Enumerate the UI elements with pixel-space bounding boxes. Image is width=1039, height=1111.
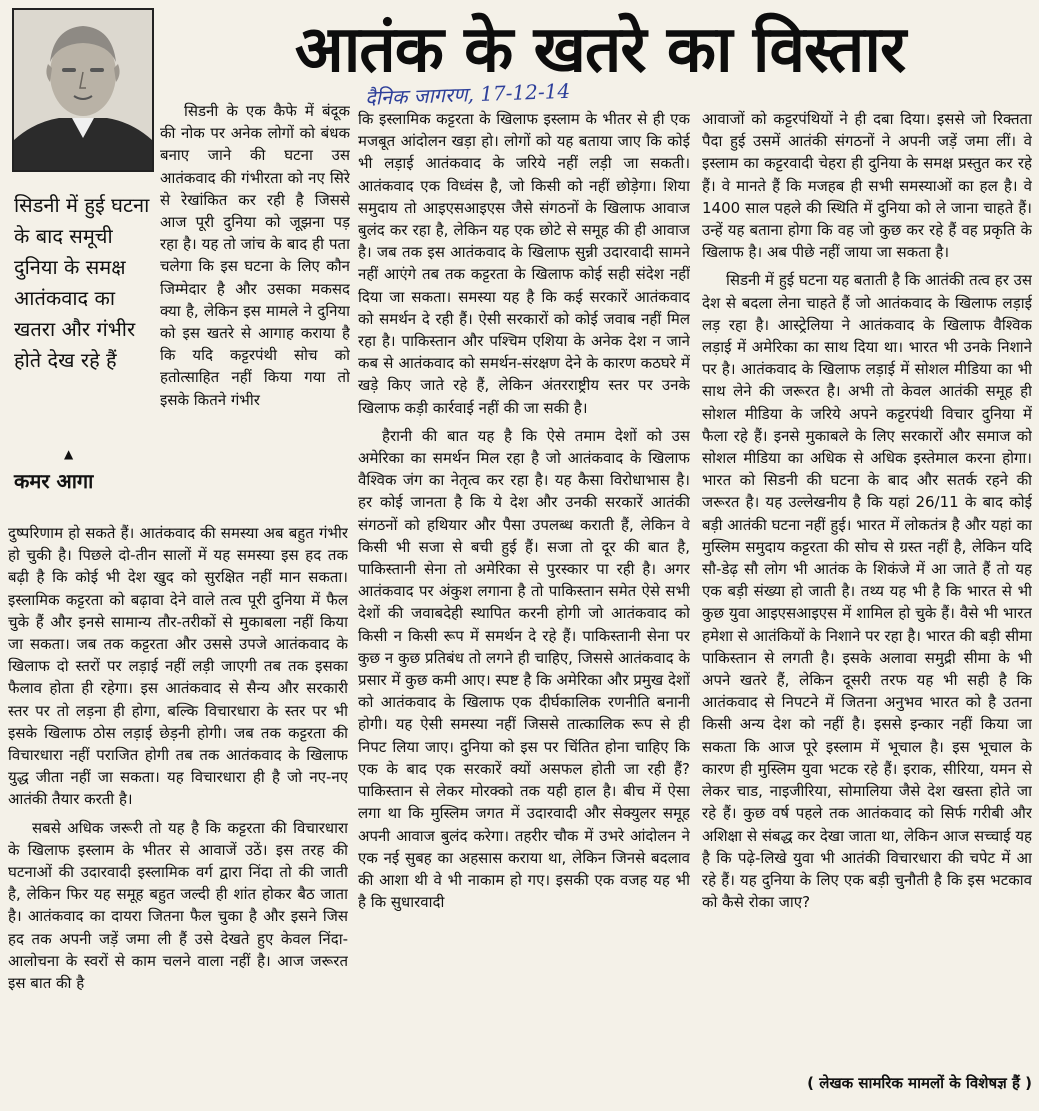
column-1-top xyxy=(160,100,350,520)
pull-quote: सिडनी में हुई घटना के बाद समूची दुनिया के समक्ष आतंकवाद का खतरा और गंभीर होते देख रहे हैं xyxy=(14,193,150,372)
handwritten-date-note: दैनिक जागरण, 17-12-14 xyxy=(364,78,571,110)
column-2-paragraph: कि इस्लामिक कट्टरता के खिलाफ इस्लाम के भीतर से ही एक मजबूत आंदोलन खड़ा हो। लोगों को यह बताया जाए कि कोई भी लड़ाई आतंकवाद के जरिये नहीं लड़ी जा सकती। आतंकवाद एक विध्वंस है, जो किसी को नहीं छोड़ेगा। शिया समुदाय तो आइएसआइएस जैसे संगठनों के खिलाफ आवाज बुलंद कर रहा है, लेकिन यह एक छोटे से समूह की ही आवाज है। जब तक इस आतंकवाद के खिलाफ सुन्नी उदारवादी सामने नहीं आएंगे तब तक कट्टरता के खिलाफ कोई सही संदेश नहीं दिया जा सकता। समस्या यह है कि कई सरकारें आतंकवाद को समर्थन दे रही हैं। ऐसी सरकारों को कोई जवाब नहीं मिल रहा है। पाकिस्तान और पश्चिम एशिया के अनेक देश न जाने कब से आतंकवाद को समर्थन-संरक्षण देने के कारण कठघरे में खड़े किए जाते रहे हैं, लेकिन अंतरराष्ट्रीय स्तर पर उनके खिलाफ कड़ी कार्रवाई नहीं की जा सकी है। xyxy=(358,110,690,417)
column-3 xyxy=(702,108,1032,1068)
column-1-paragraph: सबसे अधिक जरूरी तो यह है कि कट्टरता की विचारधारा के खिलाफ इस्लाम के भीतर से आवाजें उठें। इस तरह की घटनाओं की उदारवादी इस्लामिक वर्ग द्वारा निंदा तो की जाती है, लेकिन फिर यह समूह बहुत जल्दी ही शांत होकर बैठ जाता है। आतंकवाद का दायरा जितना फैल चुका है और इसने जिस हद तक अपनी जड़ें जमा ली हैं उसे देखते हुए केवल निंदा-आलोचना के स्वरों से काम चलने वाला नहीं है। आज जरूरत इस बात की है xyxy=(8,818,348,993)
author-bio: ( लेखक सामरिक मामलों के विशेषज्ञ हैं ) xyxy=(807,1074,1032,1092)
author-photo xyxy=(12,8,154,172)
author-name: कमर आगा xyxy=(14,469,94,493)
column-1-paragraph: सिडनी के एक कैफे में बंदूक की नोक पर अनेक लोगों को बंधक बनाए जाने की घटना उस आतंकवाद की गंभीरता को नए सिरे से रेखांकित कर रही है जिससे आज पूरी दुनिया को जूझना पड़ रहा है। यह तो जांच के बाद ही पता चलेगा कि इस घटना के लिए कौन जिम्मेदार है और उसका मकसद क्या है, लेकिन इस मामले ने दुनिया को इस खतरे से आगाह कराया है कि यदि कट्टरपंथी सोच को हतोत्साहित नहीं किया गया तो इसके कितने गंभीर xyxy=(160,102,350,409)
column-1-paragraph: दुष्परिणाम हो सकते हैं। आतंकवाद की समस्या अब बहुत गंभीर हो चुकी है। पिछले दो-तीन सालों में यह समस्या इस हद तक बढ़ी है कि कोई भी देश खुद को सुरक्षित नहीं मान सकता। इस्लामिक कट्टरता को बढ़ावा देने वाले तत्व पूरी दुनिया में फैल चुके हैं और इनसे सामान्य तौर-तरीकों से मुकाबला नहीं किया जा सकता। जब तक कट्टरता और उससे उपजे आतंकवाद के खिलाफ दो स्तरों पर लड़ाई नहीं लड़ी जाएगी तब तक इसका फैलाव होता ही रहेगा। इस आतंकवाद से सैन्य और सरकारी स्तर पर तो लड़ना ही होगा, बल्कि विचारधारा के स्तर पर भी इसके खिलाफ ठोस लड़ाई छेड़नी होगी। जब तक कट्टरता की विचारधारा नहीं पराजित होगी तब तक आतंकवाद के खिलाफ युद्ध जीता नहीं जा सकता। यह विचारधारा ही है जो नए-नए आतंकी तैयार करती है। xyxy=(8,524,348,809)
headline: आतंक के खतरे का विस्तार xyxy=(294,13,906,87)
column-3-paragraph: आवाजों को कट्टरपंथियों ने ही दबा दिया। इससे जो रिक्तता पैदा हुई उसमें आतंकी संगठनों ने अपनी जड़ें जमा लीं। वे इस्लाम का कट्टरवादी चेहरा ही दुनिया के समक्ष प्रस्तुत कर रहे हैं। वे मानते हैं कि मजहब ही सभी समस्याओं का हल है। वे 1400 साल पहले की स्थिति में दुनिया को ले जाना चाहते हैं। उन्हें यह बताना होगा कि वह जो कुछ कर रहे हैं वह प्रकृति के खिलाफ है। अब पीछे नहीं जाया जा सकता है। xyxy=(702,110,1032,262)
author-portrait-image xyxy=(14,10,152,170)
column-2-paragraph: हैरानी की बात यह है कि ऐसे तमाम देशों को उस अमेरिका का समर्थन मिल रहा है जो आतंकवाद के खिलाफ वैश्विक जंग का नेतृत्व कर रहा है। यह कैसा विरोधाभास है। हर कोई जानता है कि ये देश और उनकी सरकारें आतंकी संगठनों को हथियार और पैसा उपलब्ध कराती हैं, लेकिन वे किसी भी सजा से बची हुई हैं। सजा तो दूर की बात है, पाकिस्तानी सेना तो अमेरिका से पुरस्कार पा रही है। अगर आतंकवाद पर अंकुश लगाना है तो पाकिस्तान समेत ऐसे सभी देशों की जवाबदेही स्थापित करनी होगी जो आतंकवाद को किसी न किसी रूप में समर्थन दे रहे हैं। पाकिस्तानी सेना पर कुछ न कुछ प्रतिबंध तो लगने ही चाहिए, जिससे आतंकवाद के प्रसार में कुछ कमी आए। स्पष्ट है कि अमेरिका और प्रमुख देशों को आतंकवाद के खिलाफ एक दीर्घकालिक रणनीति बनानी होगी। यह ऐसी समस्या नहीं जिससे तात्कालिक रूप से ही निपट लिया जाए। दुनिया को इस पर चिंतित होना चाहिए कि एक के बाद एक सरकारें क्यों असफल होती जा रही हैं? पाकिस्तान से लेकर मोरक्को तक यही हाल है। बीच में ऐसा लगा था कि मुस्लिम जगत में उदारवादी और सेक्युलर समूह अपनी आवाज बुलंद करेगा। तहरीर चौक में उभरे आंदोलन ने एक नई सुबह का अहसास कराया था, लेकिन जिनसे बदलाव की आशा थी वे भी नाकाम हो गए। इसकी एक वजह यह भी है कि सुधारवादी xyxy=(358,426,690,912)
column-3-paragraph: सिडनी में हुई घटना यह बताती है कि आतंकी तत्व हर उस देश से बदला लेना चाहते हैं जो आतंकवाद के खिलाफ लड़ाई लड़ रहा है। आस्ट्रेलिया ने आतंकवाद के खिलाफ वैश्विक लड़ाई में अमेरिका का साथ दिया था। भारत भी उनके निशाने पर है। आतंकवाद के खिलाफ लड़ाई में सोशल मीडिया का भी साथ लेने की जरूरत है। अभी तो केवल आतंकी समूह ही सोशल मीडिया के जरिये अपने कट्टरपंथी विचार दुनिया में फैला रहे हैं। इनसे मुकाबले के लिए सरकारों और समाज को सोशल मीडिया का अधिक से अधिक इस्तेमाल करना होगा। भारत को सिडनी की घटना के बाद और सतर्क रहने की जरूरत है। यह उल्लेखनीय है कि यहां 26/11 के बाद कोई बड़ी आतंकी घटना नहीं हुई। भारत में लोकतंत्र है और यहां का मुस्लिम समुदाय कट्टरता की सोच से ग्रस्त नहीं है, लेकिन यदि सौ-डेढ़ सौ लोग भी आतंक के शिकंजे में आ जाते हैं तो यह एक बड़ी संख्या हो जाती है। तथ्य यह भी है कि भारत से भी कुछ युवा आइएसआइएस में शामिल हो चुके हैं। वैसे भी भारत हमेशा से आतंकियों के निशाने पर रहा है। भारत की बड़ी सीमा पाकिस्तान से लगती है। इसके अलावा समुद्री सीमा के भी अपने खतरे हैं, लेकिन दूसरी तरफ यह भी सही है कि आतंकवाद से निपटने में जितना अनुभव भारत को है उतना किसी अन्य देश को नहीं है। इससे इन्कार नहीं किया जा सकता कि आज पूरे इस्लाम में भूचाल है। इस भूचाल के कारण ही मुस्लिम युवा भटक रहे हैं। इराक, सीरिया, यमन से लेकर चाड, नाइजीरिया, सोमालिया जैसे देश खस्ता होते जा रहे हैं। कुछ वर्ष पहले तक आतंकवाद को सिर्फ गरीबी और अशिक्षा से संबद्ध कर देखा जाता था, लेकिन आज सच्चाई यह है कि पढ़े-लिखे युवा भी आतंकी विचारधारा की चपेट में आ रहे हैं। यह दुनिया के लिए एक बड़ी चुनौती है कि इस भटकाव को कैसे रोका जाए? xyxy=(702,271,1032,912)
column-2 xyxy=(358,108,690,1094)
triangle-marker-icon: ▲ xyxy=(64,447,74,461)
column-1-bottom xyxy=(8,522,348,1092)
